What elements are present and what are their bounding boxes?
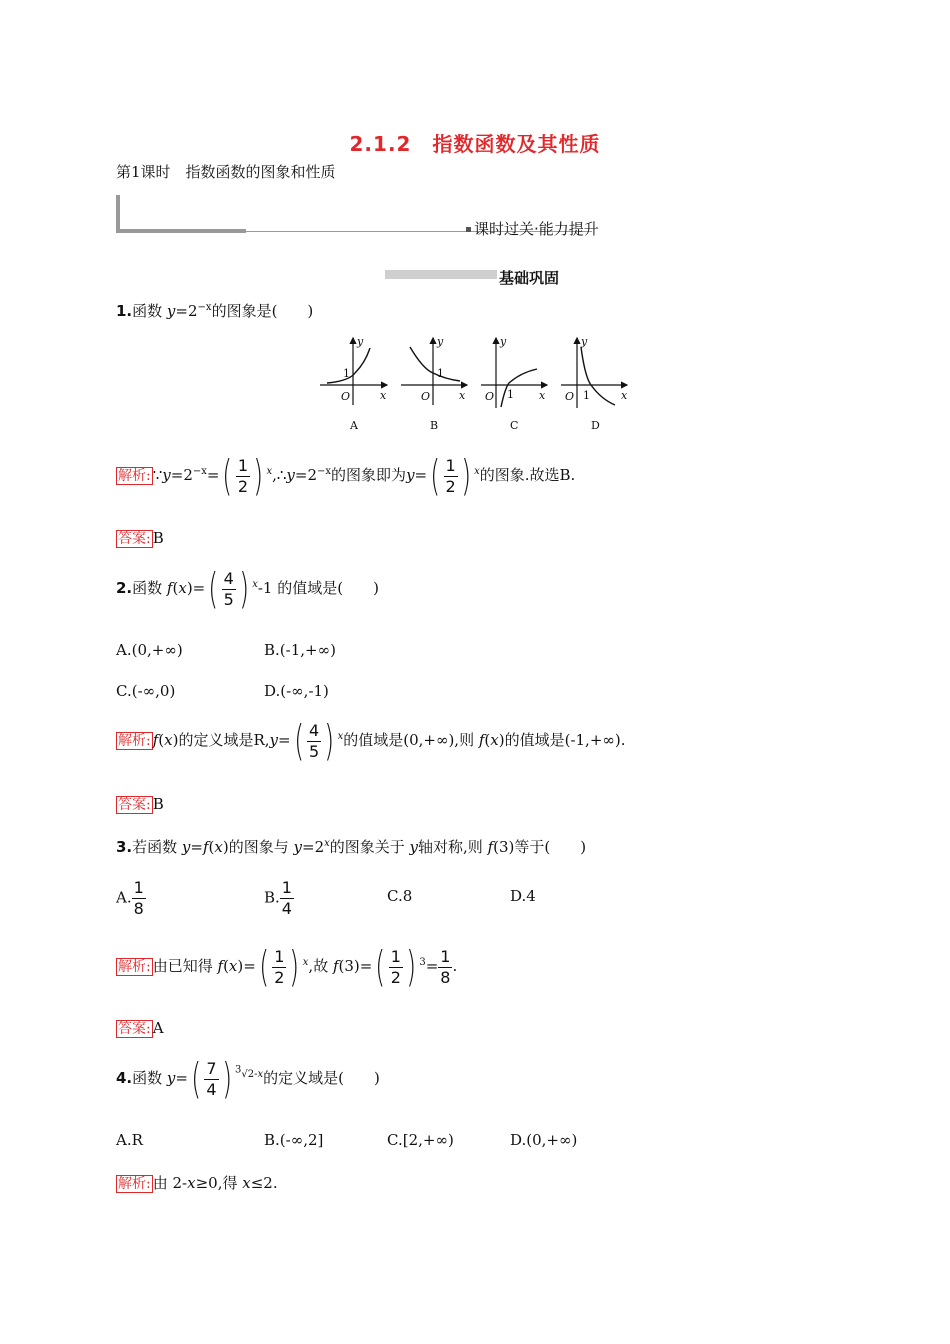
question-1-analysis: 解析: $\because y=2^{-x}=$( $\frac{1}{2}$ ) $^x,\therefore y=2^{-x}$的图象即为y=( $\frac{1}{2}$ ) $^x$的图象.故选B.: [118, 451, 576, 500]
q2-option-c: C.(-∞,0): [116, 682, 176, 700]
question-1-graphs: [315, 333, 635, 438]
q4-option-c: C.[2,+∞): [387, 1131, 454, 1149]
svg-text:x: x: [380, 389, 387, 402]
question-2-analysis: 解析: f(x)的定义域是R,y=( $\frac{4}{5}$ ) $^x$的值域是(0,+∞),则 f(x)的值域是(-1,+∞).: [118, 716, 626, 765]
analysis-tag: 解析:: [118, 959, 151, 975]
svg-text:O: O: [341, 390, 351, 403]
svg-text:O: O: [565, 390, 575, 403]
question-4-analysis: 解析: 由 2-x≥0,得 x≤2.: [118, 1174, 278, 1192]
svg-text:1: 1: [507, 388, 514, 401]
analysis-tag: 解析:: [118, 1176, 151, 1192]
question-3: 3.若函数 y=f(x)的图象与 $y=2^x$的图象关于 y轴对称,则 f(3)等于( ): [116, 838, 587, 856]
answer-tag: 答案:: [118, 531, 151, 547]
q4-option-a: A.R: [116, 1131, 143, 1149]
question-2: 2.函数 f(x)=( $\frac{4}{5}$ ) $^x$-1 的值域是( ): [116, 564, 379, 613]
svg-text:y: y: [581, 335, 588, 348]
svg-text:O: O: [421, 390, 431, 403]
svg-text:x: x: [539, 389, 546, 402]
q2-option-d: D.(-∞,-1): [264, 682, 329, 700]
graph-b: [401, 338, 467, 405]
svg-text:x: x: [459, 389, 466, 402]
graph-label-a: A: [350, 419, 358, 432]
q3-option-b: B. $\frac{1}{4}$: [264, 878, 292, 918]
svg-text:y: y: [500, 335, 507, 348]
analysis-tag: 解析:: [118, 733, 151, 749]
question-3-analysis: 解析: 由已知得 f(x)=( $\frac{1}{2}$ ) $^x$,故 f(3)=( $\frac{1}{2}$ ) $^3$= $\frac{1}{8}$ .: [118, 942, 458, 991]
subsection-label: 基础巩固: [499, 269, 560, 287]
svg-text:O: O: [485, 390, 495, 403]
q3-option-c: C.8: [387, 887, 413, 905]
question-1-answer: 答案: B: [118, 529, 164, 547]
subsection-bar: [385, 270, 497, 279]
q3-option-a: A. $\frac{1}{8}$: [116, 878, 144, 918]
svg-text:1: 1: [583, 389, 590, 402]
question-2-answer: 答案: B: [118, 795, 164, 813]
graph-a: [320, 338, 387, 405]
svg-text:x: x: [621, 389, 628, 402]
section-label: 课时过关·能力提升: [466, 218, 599, 239]
q3-option-d: D.4: [510, 887, 536, 905]
svg-text:y: y: [437, 335, 444, 348]
graph-label-d: D: [591, 419, 600, 432]
q2-option-b: B.(-1,+∞): [264, 641, 336, 659]
answer-tag: 答案:: [118, 1021, 151, 1037]
q4-option-d: D.(0,+∞): [510, 1131, 578, 1149]
svg-text:y: y: [357, 335, 364, 348]
page-title: 2.1.2 指数函数及其性质: [349, 132, 601, 156]
graph-label-c: C: [510, 419, 519, 432]
q4-option-b: B.(-∞,2]: [264, 1131, 324, 1149]
graph-label-b: B: [430, 419, 439, 432]
question-4: 4.函数 y=( $\frac{7}{4}$ ) $^{^3√2-x}$的定义域是( ): [116, 1054, 380, 1103]
q2-option-a: A.(0,+∞): [116, 641, 183, 659]
svg-text:1: 1: [437, 367, 444, 380]
question-3-answer: 答案: A: [118, 1019, 164, 1037]
svg-text:1: 1: [343, 367, 350, 380]
question-1: 1.函数 $y=2^{-x}$的图象是( ): [116, 302, 314, 320]
lesson-subtitle: 第1课时 指数函数的图象和性质: [116, 163, 336, 181]
analysis-tag: 解析:: [118, 468, 151, 484]
answer-tag: 答案:: [118, 797, 151, 813]
